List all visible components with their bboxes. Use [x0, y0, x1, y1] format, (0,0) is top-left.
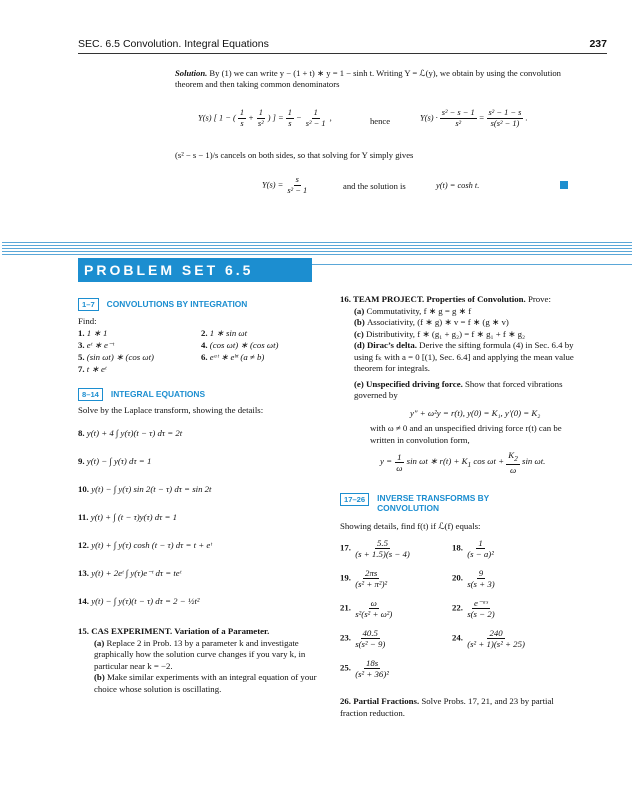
problem-16c-text: Distributivity, f ∗ (g₁ + g₂) = f ∗ g₁ + f ∗ g₂ — [365, 328, 526, 339]
stripe-3 — [2, 248, 632, 249]
problem-8-text: y(t) + 4 ∫ y(τ)(t − τ) dτ = 2t — [86, 428, 183, 438]
and-solution-text: and the solution is — [343, 181, 406, 191]
problem-2-text: 1 ∗ sin ωt — [209, 327, 248, 338]
problem-4-text: (cos ωt) ∗ (cos ωt) — [209, 339, 279, 350]
section-3-title: INVERSE TRANSFORMS BY CONVOLUTION — [377, 492, 490, 513]
problems-17-25 — [340, 536, 580, 696]
problem-16a-text: Commutativity, f ∗ g = g ∗ f — [366, 305, 472, 316]
problem-15a: (a) Replace 2 in Prob. 13 by a parameter k and investigate graphically how the solution curve changes if you vary k, in particular near k = −2. — [94, 637, 306, 671]
problem-20: 20. $\frac{9}{s(s + 3)}$ — [452, 568, 495, 590]
problem-25: 25. $\frac{18s}{\text{(s² + 36)²}}$ — [340, 658, 389, 680]
problem-17: 17. $\frac{5.5}{(s + 1.5)(s - 4)}$ — [340, 538, 410, 560]
solution-label: Solution. — [175, 68, 208, 78]
equation-3: Y(s) = $\frac{s}{\text{s² − 1}}$ — [262, 175, 308, 195]
problem-16e-convolution: y = $\frac{1}{\omega}$ sin ωt ∗ $r(t) + K_1$ cos ωt + $\frac{K_2}{\omega}$ sin ωt. — [380, 450, 546, 475]
stripe-2 — [2, 245, 632, 246]
section-2-intro: Solve by the Laplace transform, showing the details: — [78, 404, 264, 415]
problem-18: 18. $\frac{1}{\text{(s − a)²}}$ — [452, 538, 494, 560]
problem-26-text: Solve Probs. 17, 21, and 23 by partial fraction reduction. — [340, 696, 554, 718]
cancel-text: (s² − s − 1)/s cancels on both sides, so that solving for Y simply gives — [175, 150, 414, 160]
section-3-heading — [340, 493, 580, 516]
problem-3-text: eᵗ ∗ e⁻ᵗ — [86, 339, 114, 350]
solution-paragraph — [175, 68, 577, 90]
problem-9-text: y(t) − ∫ y(τ) dτ = 1 — [86, 456, 152, 466]
problem-5-text: (sin ωt) ∗ (cos ωt) — [86, 351, 154, 362]
problem-16: 16. TEAM PROJECT. Properties of Convolution. Prove: — [340, 294, 551, 304]
problem-13-text: y(t) + 2eᵗ ∫ y(τ)e⁻ᵗ dτ = teᵗ — [91, 568, 182, 578]
problem-15b-text: Make similar experiments with an integral equation of your choice whose solution is oscillating. — [94, 672, 317, 694]
problem-16e-title: Unspecified driving force. — [365, 378, 463, 389]
problem-16d-title: Dirac’s delta. — [366, 340, 417, 350]
problem-14-text: y(t) − ∫ y(τ)(t − τ) dτ = 2 − ½t² — [91, 596, 200, 606]
solution-result: y(t) = cosh t. — [436, 181, 480, 190]
find-label: Find: — [78, 316, 97, 326]
problem-15-title: CAS EXPERIMENT. Variation of a Parameter. — [91, 626, 270, 636]
problem-16e-middle: with ω ≠ 0 and an unspecified driving force r(t) can be written in convolution form, — [370, 423, 562, 445]
page-header — [78, 38, 607, 54]
problem-16d-text: Derive the sifting formula (4) in Sec. 6.4 by using fₖ with a = 0 [(1), Sec. 6.4] and applying the mean value theorem for integrals. — [354, 340, 574, 373]
problem-6-text: eᵃᵗ ∗ eᵇᵗ (a ≠ b) — [209, 351, 265, 362]
running-head: SEC. 6.5 Convolution. Integral Equations — [78, 38, 269, 50]
end-of-proof-mark — [560, 181, 568, 189]
problem-11-text: y(t) + ∫ (t − τ)y(τ) dτ = 1 — [90, 512, 178, 522]
problem-23: 23. $\frac{40.5}{\text{s(s² − 9)}}$ — [340, 628, 386, 650]
equation-2: Y(s) · $\frac{\text{s² − s − 1}}{\text{s²}}$ = $\frac{\text{s² − 1 − s}}{\text{s(s² − 1)}}$ . — [420, 108, 528, 128]
section-1-heading — [78, 294, 328, 312]
section-1-range: 1–7 — [78, 298, 99, 311]
banner-line — [312, 264, 632, 265]
page-number: 237 — [589, 38, 607, 50]
problem-14: 14. y(t) − ∫ y(τ)(t − τ) dτ = 2 − ½t² — [78, 596, 200, 606]
problem-15a-text: Replace 2 in Prob. 13 by a parameter k and investigate graphically how the solution curve changes if you vary k, in particular near k = −2. — [94, 637, 306, 671]
problem-10: 10. y(t) − ∫ y(τ) sin 2(t − τ) dτ = sin 2t — [78, 484, 212, 494]
right-column — [340, 294, 580, 719]
section-3-intro: Showing details, find f(t) if ℒ(f) equals: — [340, 520, 481, 531]
problem-26-title: Partial Fractions. — [353, 696, 420, 707]
problem-16-title: TEAM PROJECT. Properties of Convolution. — [353, 294, 526, 304]
stripe-5 — [2, 254, 632, 255]
problem-16a: (a) Commutativity, f ∗ g = g ∗ f — [354, 305, 472, 316]
problem-11: 11. y(t) + ∫ (t − τ)y(τ) dτ = 1 — [78, 512, 178, 522]
section-2-range: 8–14 — [78, 388, 103, 401]
problem-5: 5. (sin ωt) ∗ (cos ωt) — [78, 351, 154, 362]
left-column — [78, 294, 328, 695]
problem-15: 15. CAS EXPERIMENT. Variation of a Parameter. — [78, 626, 270, 636]
problem-set-title: PROBLEM SET 6.5 — [78, 258, 312, 282]
header-rule — [78, 53, 607, 54]
problem-16c: (c) Distributivity, f ∗ (g₁ + g₂) = f ∗ g₁ + f ∗ g₂ — [354, 328, 526, 339]
problem-12: 12. y(t) + ∫ y(τ) cosh (t − τ) dτ = t + eᵗ — [78, 540, 212, 550]
stripe-4 — [2, 251, 632, 252]
section-2-heading — [78, 384, 328, 402]
problem-16b: (b) Associativity, (f ∗ g) ∗ v = f ∗ (g ∗ v) — [354, 317, 509, 327]
hence-word: hence — [370, 116, 391, 126]
section-3-range: 17–26 — [340, 493, 369, 506]
equation-1: Y(s) [ 1 − ( $\frac{1}{s}$ + $\frac{1}{\text{s²}}$ ) ] = $\frac{1}{s}$ − $\frac{1}{\text{s² − 1}}$ , — [198, 108, 332, 128]
problem-6: 6. eᵃᵗ ∗ eᵇᵗ (a ≠ b) — [201, 351, 265, 362]
section-2-title: INTEGRAL EQUATIONS — [110, 388, 206, 399]
stripe-1 — [2, 242, 632, 243]
problem-7: 7. t ∗ eᵗ — [78, 363, 107, 374]
problem-22: 22. $\frac{\text{e⁻ᵃˢ}}{s(s - 2)}$ — [452, 598, 495, 620]
problem-16b-text: Associativity, (f ∗ g) ∗ v = f ∗ (g ∗ v) — [366, 317, 509, 327]
problem-16e-text: Show that forced vibrations governed by — [354, 378, 563, 400]
problems-1-7 — [78, 328, 328, 374]
problem-24: 24. $\frac{240}{\text{(s² + 1)(s² + 25)}}$ — [452, 628, 525, 650]
problem-7-text: t ∗ eᵗ — [86, 363, 107, 374]
problem-4: 4. (cos ωt) ∗ (cos ωt) — [201, 339, 279, 350]
problem-8: 8. y(t) + 4 ∫ y(τ)(t − τ) dτ = 2t — [78, 428, 183, 438]
problem-1-text: 1 ∗ 1 — [86, 327, 108, 338]
section-1-title: CONVOLUTIONS BY INTEGRATION — [106, 299, 248, 309]
problem-16e: (e) Unspecified driving force. Show that forced vibrations governed by — [354, 378, 563, 400]
problem-16-prove: Prove: — [527, 294, 551, 304]
solution-intro: By (1) we can write y − (1 + t) ∗ y = 1 − sinh t. Writing Y = ℒ(y), we obtain by using the convolution theorem and then taking common denominators — [175, 68, 561, 89]
problem-21: 21. $\frac{\omega}{\text{s²(s² + ω²)}}$ — [340, 598, 393, 620]
problem-12-text: y(t) + ∫ y(τ) cosh (t − τ) dτ = t + eᵗ — [91, 540, 212, 550]
problem-13: 13. y(t) + 2eᵗ ∫ y(τ)e⁻ᵗ dτ = teᵗ — [78, 568, 182, 578]
problem-16d: (d) Dirac’s delta. Derive the sifting formula (4) in Sec. 6.4 by using fₖ with a = 0 [(1), Sec. 6.4] and applying the mean value theorem for integrals. — [354, 340, 574, 373]
problem-9: 9. y(t) − ∫ y(τ) dτ = 1 — [78, 456, 152, 466]
problem-10-text: y(t) − ∫ y(τ) sin 2(t − τ) dτ = sin 2t — [91, 484, 212, 494]
problem-19: 19. $\frac{2\pi s}{\text{(s² + π²)²}}$ — [340, 568, 388, 590]
problem-26: 26. Partial Fractions. Solve Probs. 17, 21, and 23 by partial fraction reduction. — [340, 696, 554, 718]
problem-3: 3. eᵗ ∗ e⁻ᵗ — [78, 339, 114, 350]
problem-16e-equation: y″ + ω²y = r(t), y(0) = K₁, y′(0) = K₂ — [410, 407, 541, 418]
problem-1: 1. 1 ∗ 1 — [78, 327, 108, 338]
problem-2: 2. 1 ∗ sin ωt — [201, 327, 248, 338]
problem-15b: (b) Make similar experiments with an integral equation of your choice whose solution is oscillating. — [94, 672, 317, 694]
